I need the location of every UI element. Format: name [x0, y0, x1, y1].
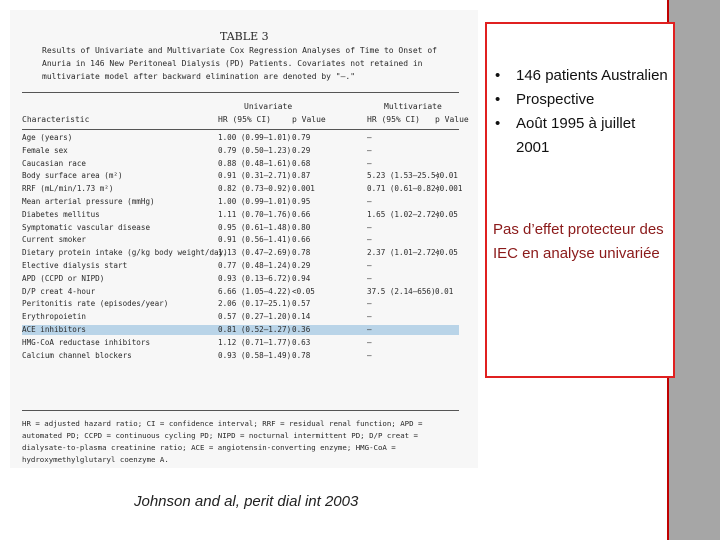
table-cell: –: [367, 273, 372, 283]
table-cell: Erythropoietin: [22, 312, 87, 322]
table-cell: Symptomatic vascular disease: [22, 222, 151, 232]
table-cell: 1.00 (0.99–1.01): [218, 133, 292, 142]
table-cell: Age (years): [22, 133, 73, 142]
table-cell: 0.94: [292, 273, 311, 283]
bullet-icon: •: [495, 67, 501, 84]
table-cell: 1.13 (0.47–2.69): [218, 248, 292, 258]
table-row: [22, 299, 459, 309]
table-cell: 0.91 (0.31–2.71): [218, 171, 292, 181]
table-cell: 0.14: [292, 312, 311, 322]
bullet-text: Prospective: [516, 91, 595, 108]
table-row: [22, 235, 459, 245]
table-cell: 0.95 (0.61–1.48): [218, 222, 292, 232]
table-cell: 0.80: [292, 222, 311, 232]
table-cell: 2.06 (0.17–25.1): [218, 299, 292, 309]
table-cell: 0.57: [292, 299, 311, 309]
table-cell: <0.05: [292, 286, 315, 296]
table-cell: RRF (mL/min/1.73 m²): [22, 184, 114, 194]
table-cell: –: [367, 350, 372, 360]
column-header: HR (95% CI): [218, 115, 271, 124]
bullet-text: Août 1995 à juillet 2001: [516, 115, 636, 156]
table-cell: –: [367, 222, 372, 232]
table-cell: 0.71 (0.61–0.82): [367, 184, 441, 194]
table-cell: 0.36: [292, 325, 311, 334]
table-cell: Caucasian race: [22, 158, 87, 168]
table-cell: –: [367, 235, 372, 245]
bullet-text: 146 patients Australien: [516, 67, 668, 84]
column-header: p Value: [292, 115, 326, 124]
table-row: [22, 171, 459, 181]
table-rule-bottom: [22, 410, 459, 411]
table-cell: 0.79: [292, 133, 311, 142]
table-cell: HMG-CoA reductase inhibitors: [22, 337, 151, 347]
table-row: [22, 197, 459, 207]
bullet-list: [495, 64, 671, 160]
table-cell: Calcium channel blockers: [22, 350, 132, 360]
table-cell: –: [367, 197, 372, 206]
citation: Johnson and al, perit dial int 2003: [134, 493, 359, 510]
table-cell: 0.57 (0.27–1.20): [218, 312, 292, 322]
column-header: p Value: [435, 115, 469, 124]
table-cell: 1.00 (0.99–1.01): [218, 197, 292, 206]
table-caption: Results of Univariate and Multivariate Cox Regression Analyses of Time to Onset of Anuria in 146 New Peritoneal Dialysis (PD) Patients. Covariates not retained in multivariate model after backward elimination are denoted by "–.": [42, 46, 437, 81]
table-row: [22, 210, 459, 220]
table-cell: <0.05: [435, 209, 458, 219]
bullet-item: [495, 112, 671, 160]
table-cell: 0.81 (0.52–1.27): [218, 325, 292, 334]
table-title: TABLE 3: [220, 30, 269, 43]
table-cell: –: [367, 312, 372, 322]
table-cell: 0.93 (0.58–1.49): [218, 350, 292, 360]
table-cell: <0.05: [435, 248, 458, 258]
table-row: [22, 325, 459, 335]
table-cell: 0.001: [292, 184, 315, 194]
table-cell: 0.68: [292, 158, 311, 168]
table-cell: –: [367, 133, 372, 142]
table-row: [22, 146, 459, 156]
summary-box: [485, 22, 675, 378]
table-header-row: [22, 115, 469, 125]
table-cell: 0.66: [292, 209, 311, 219]
table-cell: 1.12 (0.71–1.77): [218, 337, 292, 347]
conclusion-note: Pas d’effet protecteur des IEC en analyse univariée: [493, 221, 664, 262]
table-row: [22, 274, 459, 284]
table-cell: Body surface area (m²): [22, 171, 123, 181]
column-header: HR (95% CI): [367, 115, 420, 124]
table-cell: 0.01: [435, 286, 454, 296]
bullet-item: [495, 88, 671, 112]
table-cell: –: [367, 337, 372, 347]
table-cell: Peritonitis rate (episodes/year): [22, 299, 169, 309]
column-header: Characteristic: [22, 115, 90, 124]
table-row: [22, 133, 459, 143]
table-row: [22, 159, 459, 169]
table-cell: Mean arterial pressure (mmHg): [22, 197, 155, 206]
table-cell: Current smoker: [22, 235, 87, 245]
table-cell: 6.66 (1.05–4.22): [218, 286, 292, 296]
table-cell: 0.91 (0.56–1.41): [218, 235, 292, 245]
table-cell: 0.88 (0.48–1.61): [218, 158, 292, 168]
table-cell: APD (CCPD or NIPD): [22, 273, 105, 283]
table-cell: <0.01: [435, 171, 458, 181]
table-cell: 1.11 (0.70–1.76): [218, 209, 292, 219]
group-univariate: Univariate: [244, 102, 293, 111]
bullet-item: [495, 64, 671, 88]
table-cell: 37.5 (2.14–656): [367, 286, 436, 296]
table-rule-top: [22, 92, 459, 93]
table-row: [22, 351, 459, 361]
table-cell: Dietary protein intake (g/kg body weight/day): [22, 248, 228, 258]
table-cell: 0.79 (0.50–1.23): [218, 145, 292, 155]
table-cell: 0.95: [292, 197, 311, 206]
table-cell: D/P creat 4-hour: [22, 286, 96, 296]
table-cell: –: [367, 261, 372, 270]
table-cell: 0.77 (0.48–1.24): [218, 261, 292, 270]
table-cell: 0.66: [292, 235, 311, 245]
table-cell: <0.001: [435, 184, 463, 194]
table-cell: 0.82 (0.73–0.92): [218, 184, 292, 194]
table-cell: –: [367, 145, 372, 155]
table-row: [22, 248, 459, 258]
table-cell: Female sex: [22, 145, 68, 155]
table-cell: 0.63: [292, 337, 311, 347]
table-cell: 5.23 (1.53–25.5): [367, 171, 441, 181]
table-cell: 0.29: [292, 261, 311, 270]
table-cell: –: [367, 299, 372, 309]
table-row: [22, 338, 459, 348]
table-cell: Elective dialysis start: [22, 261, 128, 270]
table-row: [22, 261, 459, 271]
table-cell: Diabetes mellitus: [22, 209, 100, 219]
table-row: [22, 184, 463, 194]
table-cell: –: [367, 158, 372, 168]
table-cell: 1.65 (1.02–2.72): [367, 209, 441, 219]
table-rule-header: [22, 129, 459, 130]
table-cell: –: [367, 325, 372, 334]
table-row: [22, 223, 459, 233]
table-cell: ACE inhibitors: [22, 325, 87, 334]
table-cell: 0.29: [292, 145, 311, 155]
bullet-icon: •: [495, 91, 501, 108]
table-footnote: HR = adjusted hazard ratio; CI = confidence interval; RRF = residual renal function; APD = automated PD; CCPD = continuous cycling PD; NIPD = nocturnal intermittent PD; D/P creat = dialysate-to-plasma creatinine ratio; ACE = angiotensin-converting enzyme; HMG-CoA = hydroxymethylglutaryl coenzyme A.: [22, 419, 423, 464]
bullet-icon: •: [495, 115, 501, 132]
table-image: [10, 10, 478, 468]
table-row: [22, 287, 459, 297]
table-row: [22, 312, 459, 322]
group-multivariate: Multivariate: [384, 102, 442, 111]
table-cell: 0.93 (0.13–6.72): [218, 273, 292, 283]
table-cell: 0.78: [292, 350, 311, 360]
table-cell: 0.87: [292, 171, 311, 181]
table-cell: 0.78: [292, 248, 311, 258]
table-cell: 2.37 (1.01–2.72): [367, 248, 441, 258]
